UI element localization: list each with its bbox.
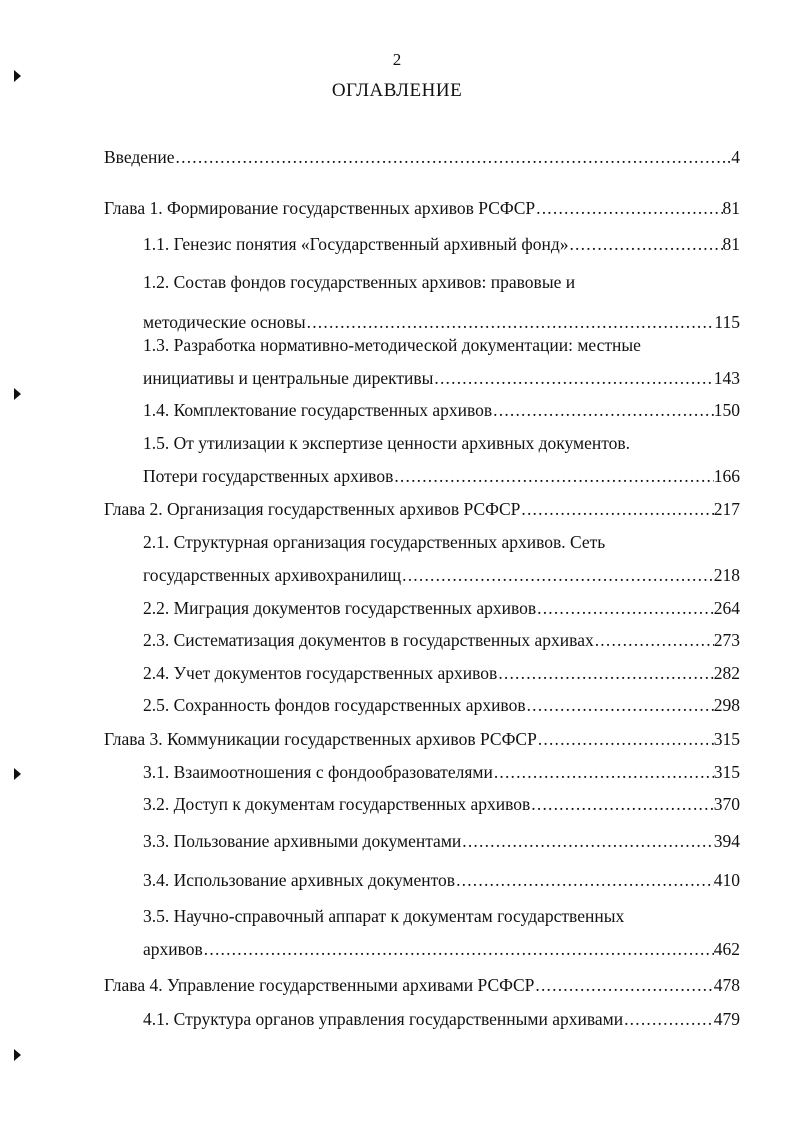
toc-leader-dots: [594, 628, 714, 652]
toc-leader-dots: [203, 937, 714, 961]
toc-entry-1-1[interactable]: [143, 232, 740, 256]
toc-entry-2-5[interactable]: [143, 693, 740, 717]
toc-page-number: 370: [713, 794, 740, 814]
toc-leader-dots: [393, 464, 713, 488]
toc-leader-dots: [493, 760, 714, 784]
toc-entry-label: 1.4. Комплектование государственных архивов: [143, 400, 493, 420]
toc-entry-label: 3.4. Использование архивных документов: [143, 870, 456, 890]
toc-entry-3-3[interactable]: [143, 829, 740, 853]
toc-entry-chapter-4[interactable]: [104, 973, 740, 997]
toc-leader-dots: [461, 829, 713, 853]
binding-mark: [14, 768, 21, 780]
toc-leader-dots: [497, 661, 713, 685]
toc-entry-label: 2.2. Миграция документов государственных архивов: [143, 598, 537, 618]
binding-mark: [14, 1049, 21, 1061]
toc-page-number: 410: [713, 870, 740, 890]
toc-page-number: 315: [713, 762, 740, 782]
toc-entry-3-1[interactable]: [143, 760, 740, 784]
toc-page-number: 166: [713, 466, 740, 486]
toc-page-number: 143: [713, 368, 740, 388]
toc-entry-2-2[interactable]: [143, 596, 740, 620]
toc-entry-intro[interactable]: [104, 145, 740, 169]
toc-entry-2-3[interactable]: [143, 628, 740, 652]
toc-leader-dots: [537, 727, 714, 751]
toc-entry-label: Потери государственных архивов: [143, 466, 394, 486]
toc-leader-dots: [492, 398, 714, 422]
toc-entry-label: архивов: [143, 939, 203, 959]
toc-page-number: 264: [713, 598, 740, 618]
toc-entry-2-1[interactable]: [143, 563, 740, 587]
toc-leader-dots: [623, 1007, 714, 1031]
toc-page-number: 462: [713, 939, 740, 959]
toc-entry-label: Введение: [104, 147, 175, 167]
page-title: ОГЛАВЛЕНИЕ: [331, 80, 463, 101]
toc-entry-label: 2.4. Учет документов государственных архивов: [143, 663, 498, 683]
toc-page-number: 218: [713, 565, 740, 585]
toc-leader-dots: [535, 196, 722, 220]
toc-leader-dots: [568, 232, 722, 256]
toc-page-number: 282: [713, 663, 740, 683]
toc-page-number: 81: [722, 234, 740, 254]
binding-mark: [14, 388, 21, 400]
toc-leader-dots: [175, 145, 727, 169]
toc-leader-dots: [455, 868, 714, 892]
page-number: 2: [392, 50, 402, 69]
toc-page-number: .4: [726, 147, 740, 167]
toc-entry-1-2[interactable]: [143, 310, 740, 334]
toc-entry-1-5-line1[interactable]: 1.5. От утилизации к экспертизе ценности архивных документов.: [143, 433, 631, 453]
toc-entry-3-5[interactable]: [143, 937, 740, 961]
toc-entry-label: 4.1. Структура органов управления государственными архивами: [143, 1009, 624, 1029]
toc-leader-dots: [530, 792, 713, 816]
toc-page-number: 217: [713, 499, 740, 519]
toc-entry-1-3-line1[interactable]: 1.3. Разработка нормативно-методической документации: местные: [143, 335, 641, 355]
toc-entry-label: 1.1. Генезис понятия «Государственный архивный фонд»: [143, 234, 569, 254]
toc-leader-dots: [534, 973, 713, 997]
toc-leader-dots: [536, 596, 714, 620]
toc-entry-label: Глава 3. Коммуникации государственных архивов РСФСР: [104, 729, 537, 749]
toc-entry-label: 2.3. Систематизация документов в государственных архивах: [143, 630, 594, 650]
toc-entry-label: 2.5. Сохранность фондов государственных архивов: [143, 695, 526, 715]
toc-page-number: 273: [713, 630, 740, 650]
toc-page-number: 150: [713, 400, 740, 420]
toc-leader-dots: [401, 563, 714, 587]
toc-entry-chapter-1[interactable]: [104, 196, 740, 220]
toc-page-number: 478: [713, 975, 740, 995]
toc-leader-dots: [520, 497, 713, 521]
toc-entry-2-4[interactable]: [143, 661, 740, 685]
toc-page-number: 315: [713, 729, 740, 749]
toc-leader-dots: [306, 310, 715, 334]
toc-entry-label: Глава 1. Формирование государственных архивов РСФСР: [104, 198, 536, 218]
toc-entry-3-5-line1[interactable]: 3.5. Научно-справочный аппарат к документам государственных: [143, 906, 625, 926]
toc-page-number: 81: [722, 198, 740, 218]
toc-leader-dots: [433, 366, 713, 390]
toc-entry-1-2-line1[interactable]: 1.2. Состав фондов государственных архивов: правовые и: [143, 272, 576, 292]
toc-entry-label: 3.1. Взаимоотношения с фондообразователями: [143, 762, 493, 782]
toc-entry-label: 3.2. Доступ к документам государственных архивов: [143, 794, 531, 814]
toc-entry-label: инициативы и центральные директивы: [143, 368, 434, 388]
toc-entry-label: государственных архивохранилищ: [143, 565, 402, 585]
toc-entry-label: Глава 4. Управление государственными архивами РСФСР: [104, 975, 535, 995]
toc-page-number: 479: [713, 1009, 740, 1029]
toc-entry-1-3[interactable]: [143, 366, 740, 390]
toc-entry-1-5[interactable]: [143, 464, 740, 488]
toc-entry-chapter-3[interactable]: [104, 727, 740, 751]
toc-page-number: 394: [713, 831, 740, 851]
toc-page-number: 115: [714, 312, 740, 332]
toc-entry-1-4[interactable]: [143, 398, 740, 422]
toc-entry-chapter-2[interactable]: [104, 497, 740, 521]
toc-entry-3-4[interactable]: [143, 868, 740, 892]
binding-mark: [14, 70, 21, 82]
toc-entry-4-1[interactable]: [143, 1007, 740, 1031]
toc-entry-2-1-line1[interactable]: 2.1. Структурная организация государственных архивов. Сеть: [143, 532, 606, 552]
toc-entry-label: 3.3. Пользование архивными документами: [143, 831, 462, 851]
toc-entry-label: Глава 2. Организация государственных архивов РСФСР: [104, 499, 521, 519]
toc-entry-3-2[interactable]: [143, 792, 740, 816]
toc-page-number: 298: [713, 695, 740, 715]
toc-leader-dots: [526, 693, 714, 717]
toc-entry-label: методические основы: [143, 312, 306, 332]
